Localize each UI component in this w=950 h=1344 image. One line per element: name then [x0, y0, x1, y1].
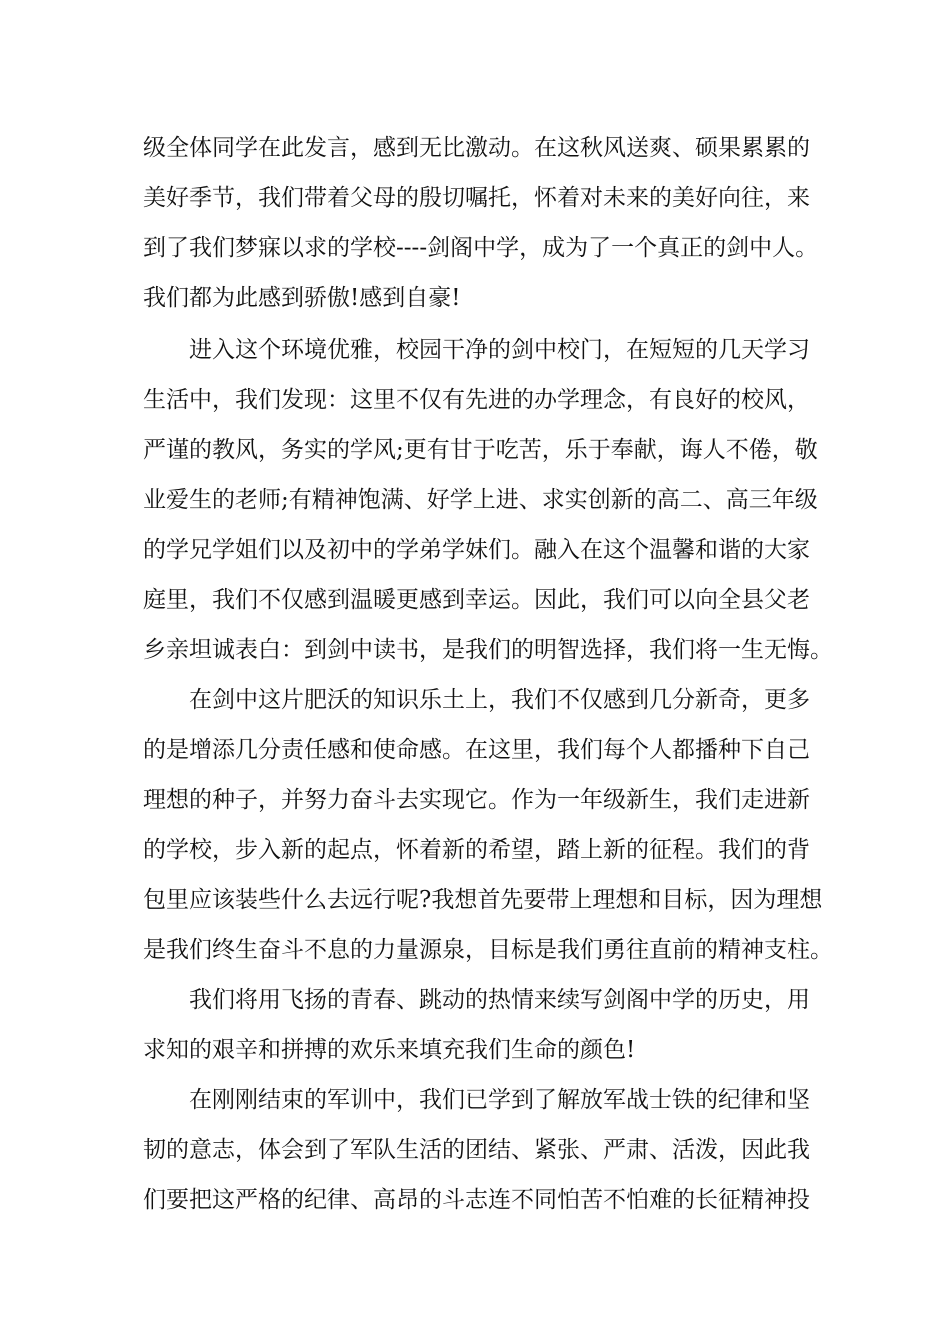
text-line: 到了我们梦寐以求的学校----剑阁中学，成为了一个真正的剑中人。	[143, 235, 819, 261]
text-line: 在刚刚结束的军训中，我们已学到了解放军战士铁的纪律和坚	[189, 1087, 810, 1113]
text-line: 在剑中这片肥沃的知识乐土上，我们不仅感到几分新奇，更多	[189, 687, 810, 713]
text-line: 理想的种子，并努力奋斗去实现它。作为一年级新生，我们走进新	[143, 787, 810, 813]
text-line: 我们将用飞扬的青春、跳动的热情来续写剑阁中学的历史，用	[189, 987, 810, 1013]
text-line: 进入这个环境优雅，校园干净的剑中校门，在短短的几天学习	[189, 337, 810, 363]
text-line: 庭里，我们不仅感到温暖更感到幸运。因此，我们可以向全县父老	[143, 587, 810, 613]
text-line: 生活中，我们发现：这里不仅有先进的办学理念，有良好的校风，	[143, 387, 810, 413]
text-line: 级全体同学在此发言，感到无比激动。在这秋风送爽、硕果累累的	[143, 135, 810, 161]
text-line: 美好季节，我们带着父母的殷切嘱托，怀着对未来的美好向往，来	[143, 185, 810, 211]
text-line: 业爱生的老师;有精神饱满、好学上进、求实创新的高二、高三年级	[143, 487, 818, 513]
text-line: 包里应该装些什么去远行呢?我想首先要带上理想和目标，因为理想	[143, 887, 823, 913]
text-line: 乡亲坦诚表白：到剑中读书，是我们的明智选择，我们将一生无悔。	[143, 637, 833, 663]
text-line: 我们都为此感到骄傲!感到自豪!	[143, 285, 461, 311]
text-line: 韧的意志，体会到了军队生活的团结、紧张、严肃、活泼，因此我	[143, 1137, 810, 1163]
text-line: 是我们终生奋斗不息的力量源泉，目标是我们勇往直前的精神支柱。	[143, 937, 833, 963]
text-line: 严谨的教风，务实的学风;更有甘于吃苦，乐于奉献，诲人不倦，敬	[143, 437, 818, 463]
text-line: 的学兄学姐们以及初中的学弟学妹们。融入在这个温馨和谐的大家	[143, 537, 810, 563]
text-line: 的学校，步入新的起点，怀着新的希望，踏上新的征程。我们的背	[143, 837, 810, 863]
text-line: 们要把这严格的纪律、高昂的斗志连不同怕苦不怕难的长征精神投	[143, 1187, 810, 1213]
text-line: 的是增添几分责任感和使命感。在这里，我们每个人都播种下自己	[143, 737, 810, 763]
text-line: 求知的艰辛和拼搏的欢乐来填充我们生命的颜色!	[143, 1037, 636, 1063]
